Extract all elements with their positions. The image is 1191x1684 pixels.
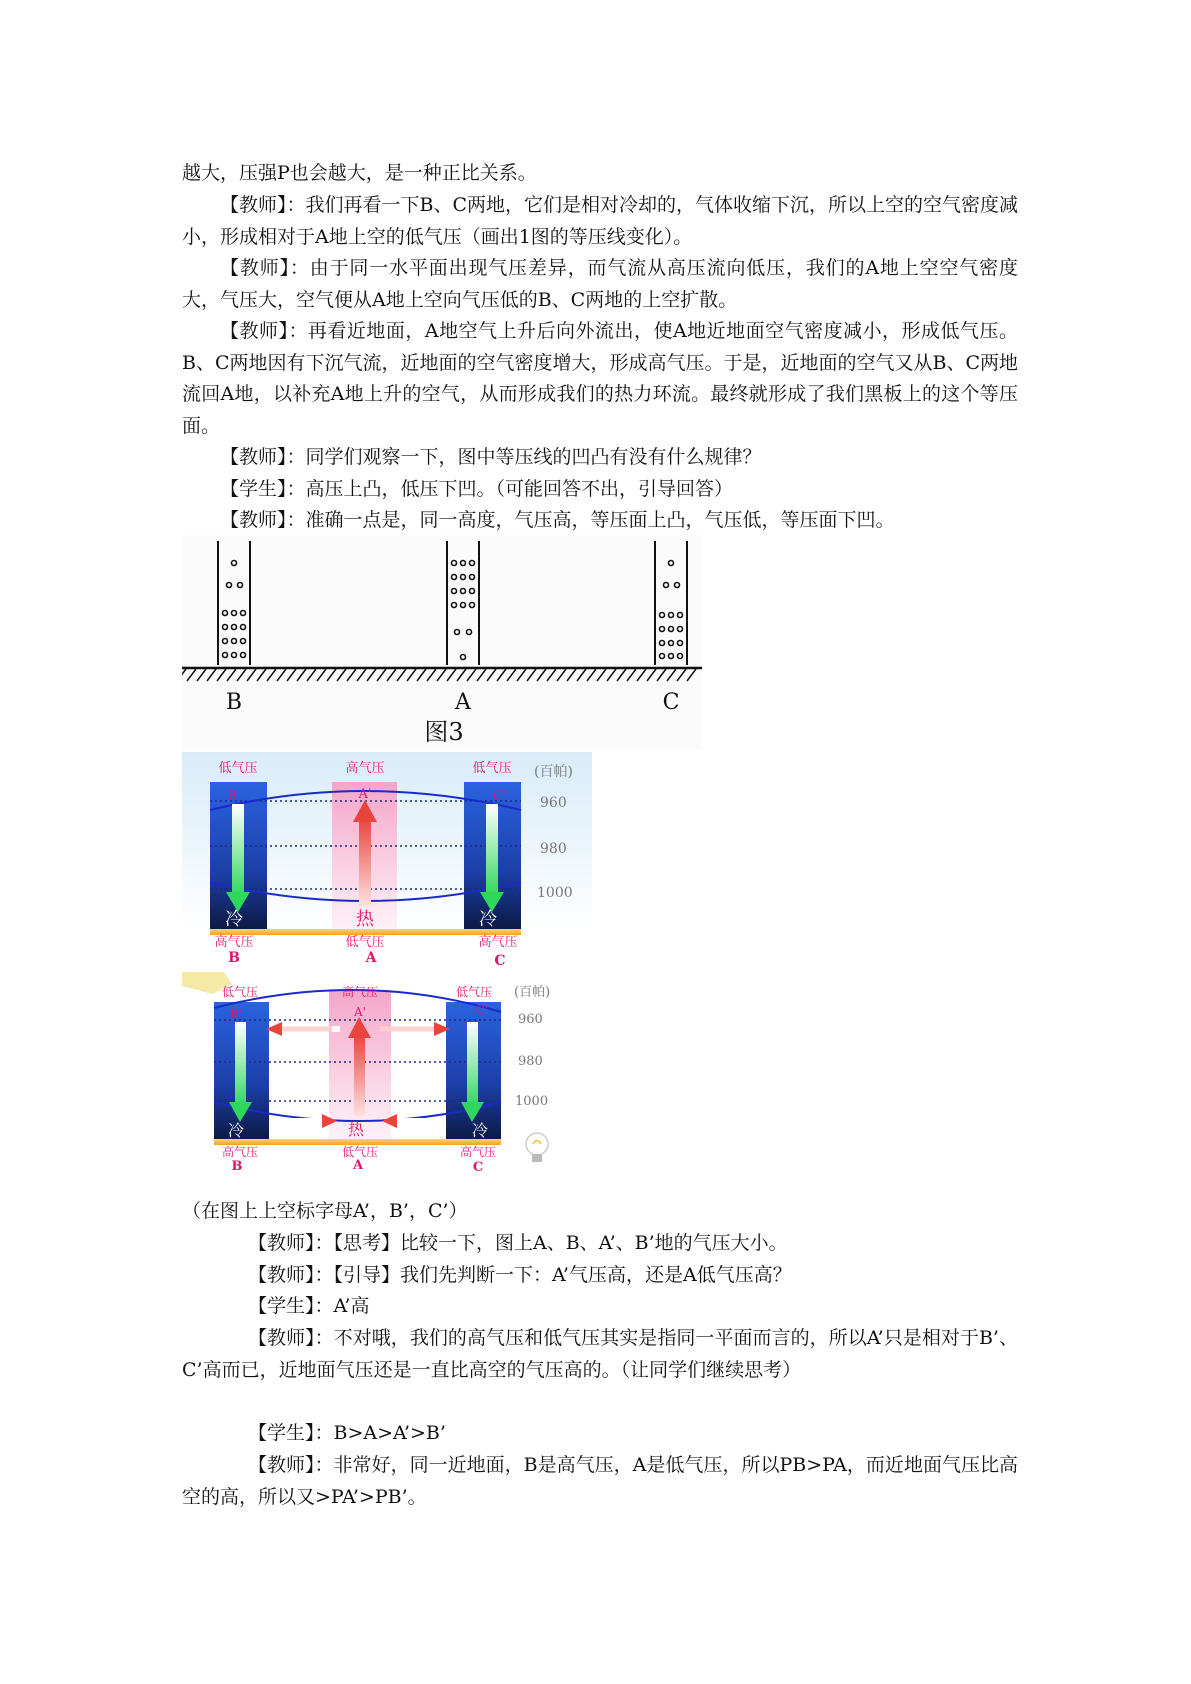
paragraph: 【学生】：高压上凸，低压下凹。（可能回答不出，引导回答） (220, 478, 734, 500)
d2-col-letter-b: B' (229, 1007, 243, 1021)
paragraph: （在图上上空标字母A’，B’，C’） (182, 1200, 468, 1222)
fig3-label-c: C (662, 690, 680, 715)
d1-top-label-b: 低气压 (218, 761, 258, 776)
d1-pressure-960: 960 (540, 795, 567, 811)
d2-pressure-980: 980 (518, 1054, 543, 1069)
d2-cold-c: 冷 (471, 1121, 489, 1140)
paragraph: 【教师】：我们再看一下B、C两地，它们是相对冷却的，气体收缩下沉，所以上空的空气密度减小，形成相对于A地上空的低气压（画出1图的等压线变化）。 (182, 194, 1019, 248)
d1-cold-c: 冷 (479, 909, 497, 930)
d2-top-label-b: 低气压 (221, 985, 259, 999)
paragraph: 【教师】：由于同一水平面出现气压差异，而气流从高压流向低压，我们的A地上空空气密度大，气压大，空气便从A地上空向气压低的B、C两地的上空扩散。 (182, 257, 1018, 311)
thermal-circulation-diagram-2 (182, 972, 562, 1172)
d2-top-label-c: 低气压 (455, 985, 493, 999)
d2-ground-letter-c: C (472, 1160, 484, 1172)
fig3-label-a: A (455, 690, 471, 715)
d1-col-letter-c: C' (493, 789, 507, 804)
d1-pressure-1000: 1000 (537, 885, 573, 901)
d2-ground-label-c: 高气压 (459, 1145, 497, 1159)
paragraph: 【教师】：【思考】比较一下，图上A、B、A’、B’地的气压大小。 (248, 1232, 788, 1254)
fig3-caption: 图3 (424, 718, 464, 746)
paragraph: 【教师】：准确一点是，同一高度，气压高，等压面上凸，气压低，等压面下凹。 (220, 509, 895, 531)
d1-col-letter-b: B (227, 789, 237, 804)
d2-top-label-a: 高气压 (341, 985, 379, 999)
paragraph: 【教师】：非常好，同一近地面，B是高气压，A是低气压，所以PB>PA，而近地面气压比高空的高，所以又>PA’>PB’。 (182, 1454, 1018, 1508)
paragraph: 【学生】：A’高 (248, 1295, 370, 1317)
d2-pressure-960: 960 (518, 1012, 543, 1027)
d2-ground-letter-b: B (231, 1159, 243, 1172)
paragraph: 【教师】：再看近地面，A地空气上升后向外流出，使A地近地面空气密度减小，形成低气压。B、C两地因有下沉气流，近地面的空气密度增大，形成高气压。于是，近地面的空气又从B、C两地流回A地，以补充A地上升的空气，从而形成我们的热力环流。最终就形成了我们黑板上的这个等压面。 (182, 320, 1019, 437)
d1-ground-letter-a: A (365, 950, 377, 966)
fig3-label-b: B (225, 690, 243, 715)
d1-col-letter-a: A' (358, 787, 372, 802)
d2-ground-letter-a: A (352, 1158, 364, 1172)
paragraph: 【教师】：不对哦，我们的高气压和低气压其实是指同一平面而言的，所以A’只是相对于B’、C’高而已，近地面气压还是一直比高空的气压高的。（让同学们继续思考） (182, 1327, 1018, 1381)
paragraph: 【教师】：【引导】我们先判断一下：A’气压高，还是A低气压高？ (248, 1264, 792, 1286)
d1-ground-label-a: 低气压 (345, 935, 385, 950)
d1-ground-letter-b: B (228, 950, 240, 966)
d1-pressure-980: 980 (540, 841, 567, 857)
figure-3 (182, 535, 702, 750)
paragraph: 【教师】：同学们观察一下，图中等压线的凹凸有没有什么规律？ (220, 446, 762, 468)
d1-cold-b: 冷 (225, 909, 243, 930)
d2-col-letter-c: C' (475, 1003, 489, 1017)
d2-hot-a: 热 (347, 1120, 365, 1139)
d1-ground-label-b: 高气压 (214, 935, 254, 950)
thermal-circulation-diagram-1 (182, 752, 592, 967)
d1-ground-label-c: 高气压 (478, 935, 518, 950)
d2-col-letter-a: A' (354, 1005, 366, 1019)
d2-unit: (百帕) (514, 985, 551, 1000)
d2-pressure-1000: 1000 (515, 1094, 549, 1109)
d1-ground-letter-c: C (494, 953, 506, 967)
d1-unit: (百帕) (534, 764, 573, 780)
d2-ground-label-a: 低气压 (341, 1145, 379, 1159)
paragraph: 【学生】：B>A>A’>B’ (248, 1422, 446, 1444)
d1-hot-a: 热 (356, 909, 374, 930)
d1-top-label-c: 低气压 (472, 761, 512, 776)
d1-top-label-a: 高气压 (345, 761, 385, 776)
d2-cold-b: 冷 (227, 1121, 245, 1140)
d2-ground-label-b: 高气压 (221, 1145, 259, 1159)
paragraph: 越大，压强P也会越大，是一种正比关系。 (182, 162, 537, 184)
